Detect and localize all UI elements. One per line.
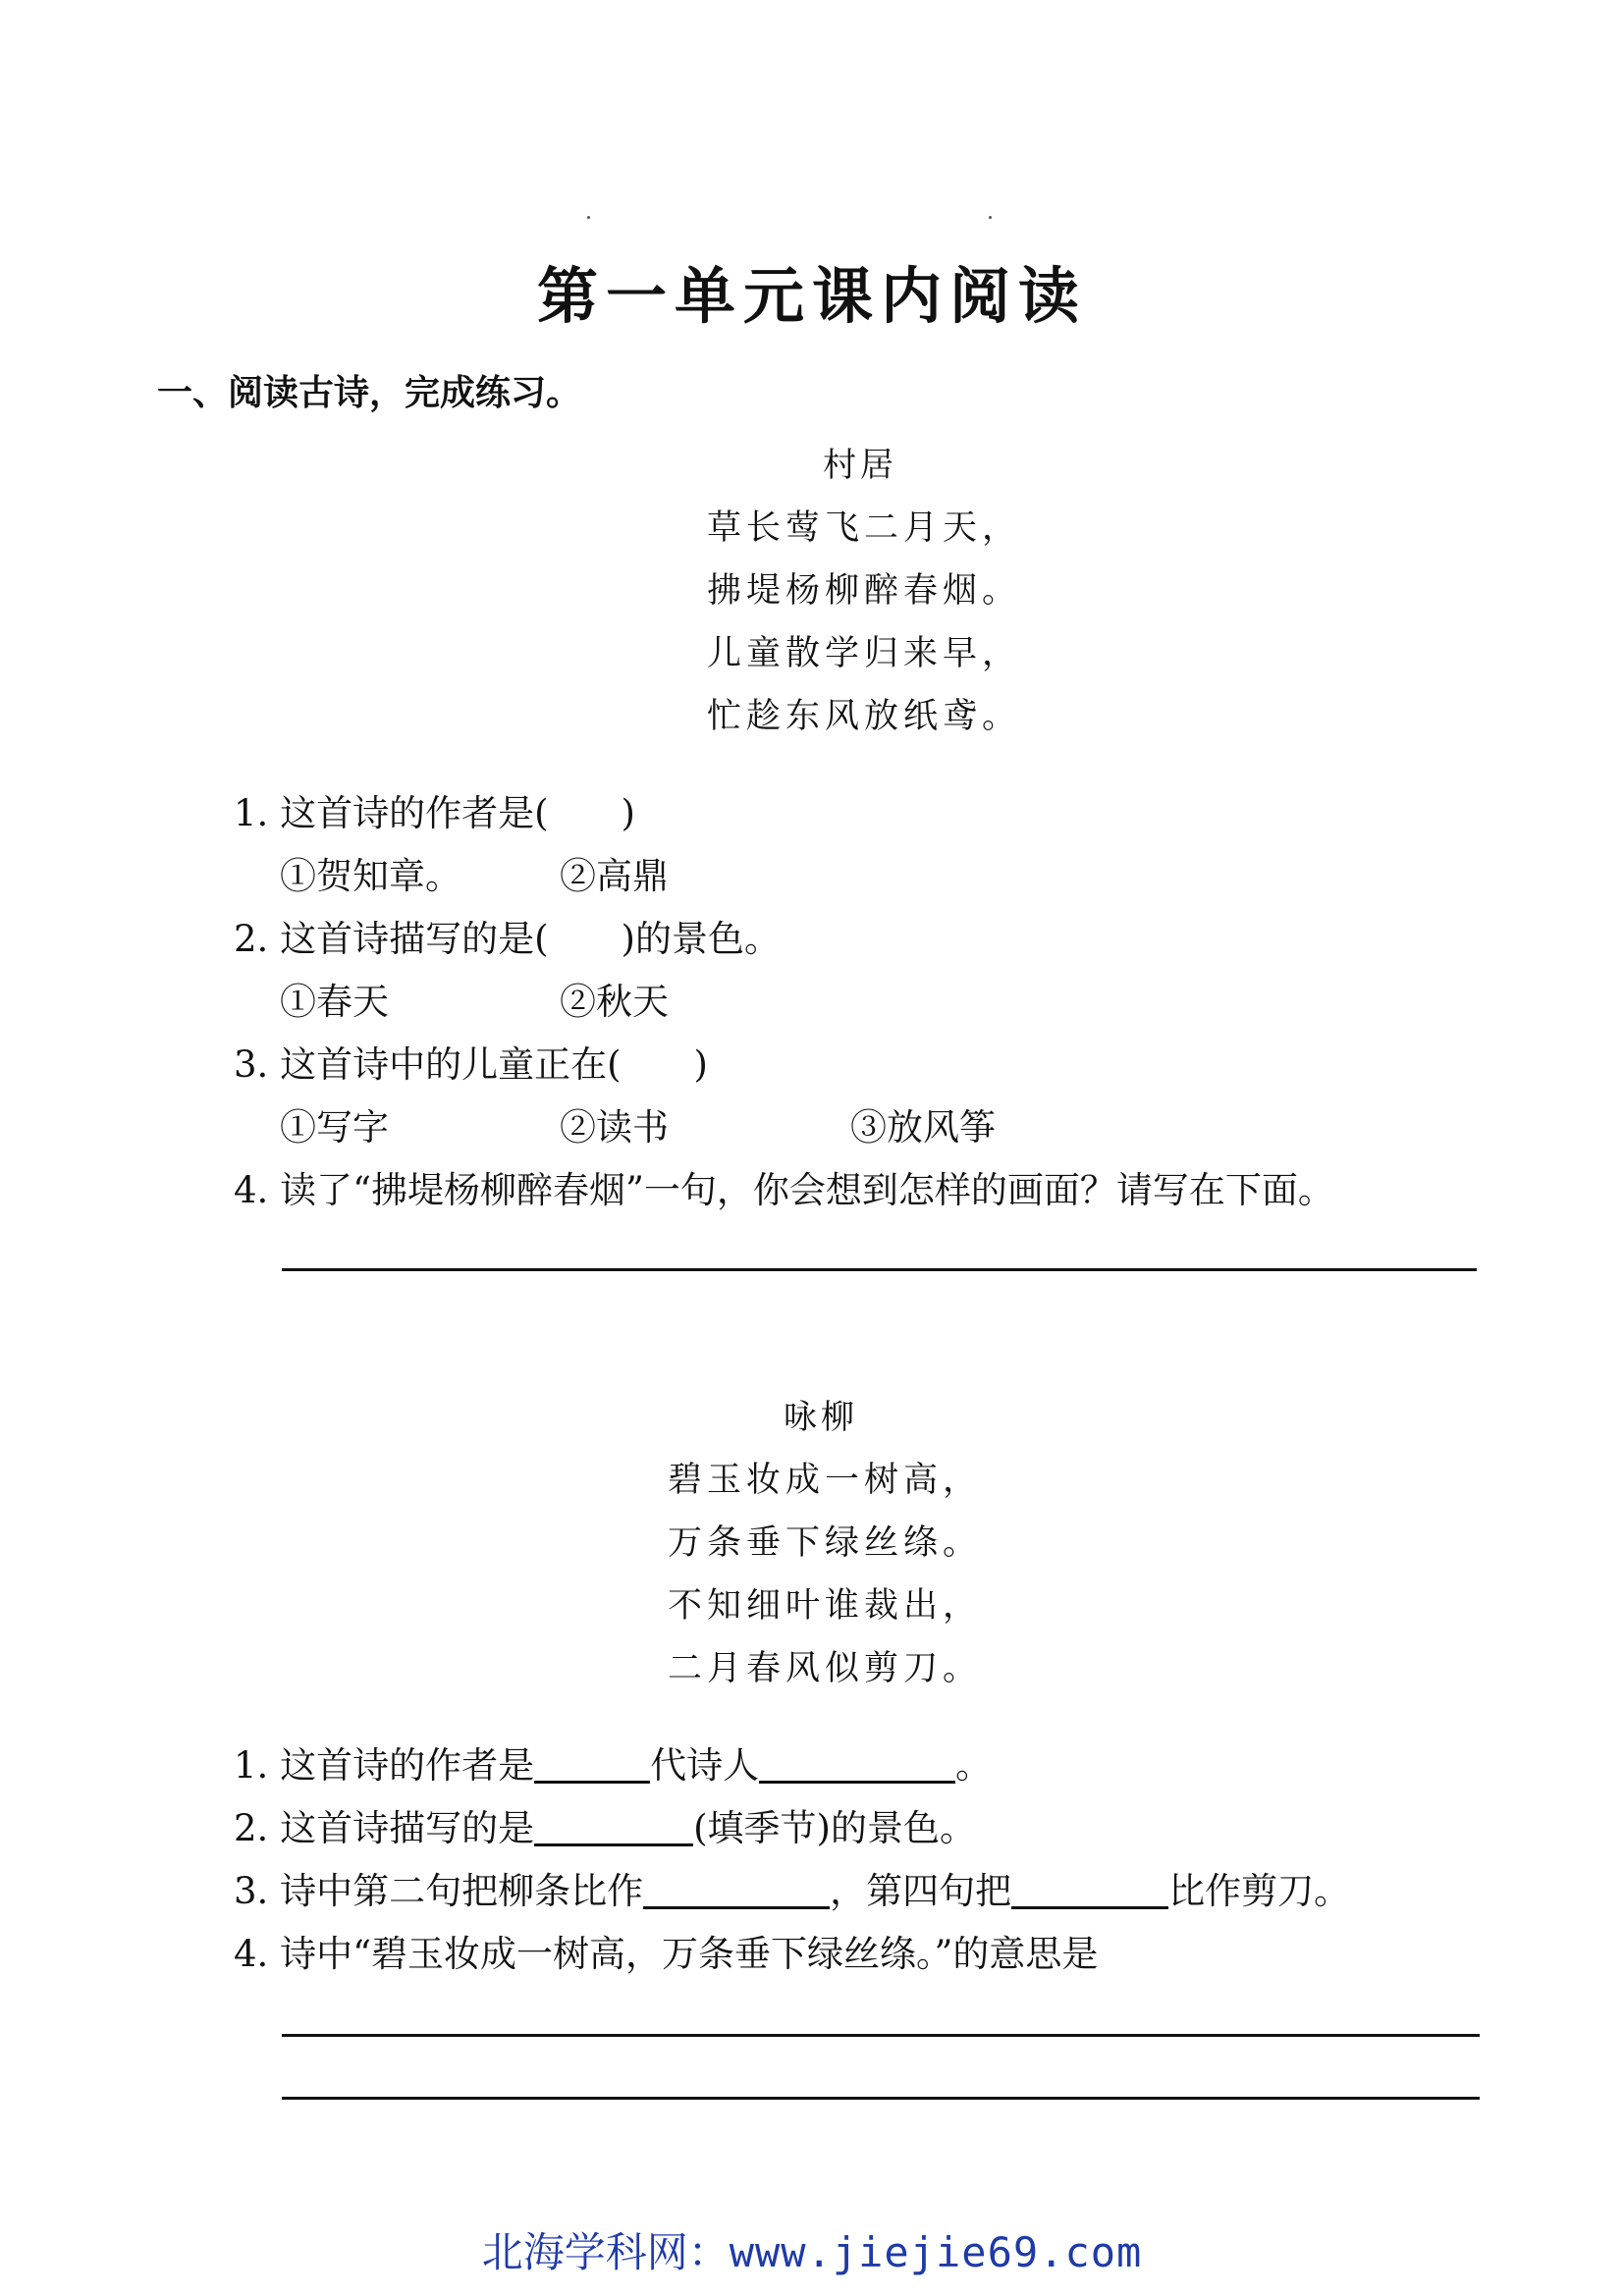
- fill-blank[interactable]: [534, 1741, 650, 1784]
- poem-line: 不知细叶谁裁出，: [668, 1586, 983, 1626]
- question-number: 1.: [234, 1744, 269, 1787]
- scan-speck: [989, 216, 992, 219]
- question-number: 2.: [234, 1807, 269, 1849]
- option: ③放风筝: [850, 1106, 996, 1148]
- question-text: 诗中“碧玉妆成一树高，万条垂下绿丝绦。”的意思是: [280, 1933, 1099, 1975]
- scan-speck: [587, 216, 590, 219]
- question-text: 这首诗的作者是: [280, 1744, 535, 1787]
- question-text: 。: [955, 1744, 993, 1787]
- poem-line: 碧玉妆成一树高，: [668, 1461, 983, 1500]
- question-number: 3.: [234, 1043, 269, 1086]
- footer-url: www.jiejie69.com: [729, 2228, 1143, 2276]
- question-text: 比作剪刀。: [1168, 1870, 1351, 1912]
- question-number: 4.: [234, 1169, 269, 1211]
- question-2: [234, 909, 781, 962]
- question-4: [234, 1160, 1334, 1213]
- footer-watermark: [0, 2220, 1624, 2279]
- option: ①春天: [280, 981, 389, 1023]
- fill-question-2: [234, 1798, 976, 1851]
- option: ②秋天: [560, 981, 669, 1023]
- answer-line[interactable]: [282, 1268, 1477, 1271]
- option: ①贺知章。: [280, 855, 461, 897]
- question-3: [234, 1035, 708, 1088]
- fill-blank[interactable]: [643, 1867, 830, 1909]
- option: ②读书: [560, 1106, 669, 1148]
- option: ②高鼎: [560, 855, 669, 897]
- question-text: (填季节)的景色。: [693, 1807, 976, 1849]
- answer-line[interactable]: [282, 2034, 1480, 2037]
- poem-line: 儿童散学归来早，: [707, 634, 1022, 673]
- section-heading: 一、阅读古诗，完成练习。: [157, 373, 582, 413]
- fill-question-1: [234, 1735, 992, 1789]
- question-number: 2.: [234, 918, 269, 960]
- question-text: 这首诗描写的是: [280, 1807, 535, 1849]
- question-number: 4.: [234, 1933, 269, 1975]
- answer-line[interactable]: [282, 2097, 1480, 2100]
- poem-line: 二月春风似剪刀。: [668, 1649, 983, 1688]
- fill-blank[interactable]: [759, 1741, 955, 1784]
- poem-title: 咏柳: [784, 1398, 858, 1437]
- question-text: 读了“拂堤杨柳醉春烟”一句，你会想到怎样的画面？请写在下面。: [280, 1169, 1334, 1211]
- page-title: 第一单元课内阅读: [536, 260, 1087, 332]
- footer-site: 北海学科网：: [481, 2228, 730, 2276]
- fill-blank[interactable]: [1011, 1867, 1168, 1909]
- question-text: ，第四句把: [830, 1870, 1012, 1912]
- question-text: 代诗人: [650, 1744, 760, 1787]
- poem-line: 拂堤杨柳醉春烟。: [707, 571, 1022, 611]
- question-number: 3.: [234, 1870, 269, 1912]
- question-number: 1.: [234, 792, 269, 834]
- question-text: 这首诗描写的是( )的景色。: [280, 918, 781, 960]
- question-text: 这首诗的作者是( ): [280, 792, 635, 834]
- question-1: [234, 783, 635, 836]
- poem-line: 草长莺飞二月天，: [707, 508, 1022, 548]
- option: ①写字: [280, 1106, 389, 1148]
- poem-title: 村居: [823, 446, 897, 485]
- question-text: 诗中第二句把柳条比作: [280, 1870, 644, 1912]
- fill-question-4: [234, 1924, 1098, 1977]
- poem-line: 万条垂下绿丝绦。: [668, 1523, 983, 1563]
- question-text: 这首诗中的儿童正在( ): [280, 1043, 708, 1086]
- fill-blank[interactable]: [534, 1804, 693, 1846]
- poem-line: 忙趁东风放纸鸢。: [707, 697, 1022, 736]
- fill-question-3: [234, 1861, 1350, 1914]
